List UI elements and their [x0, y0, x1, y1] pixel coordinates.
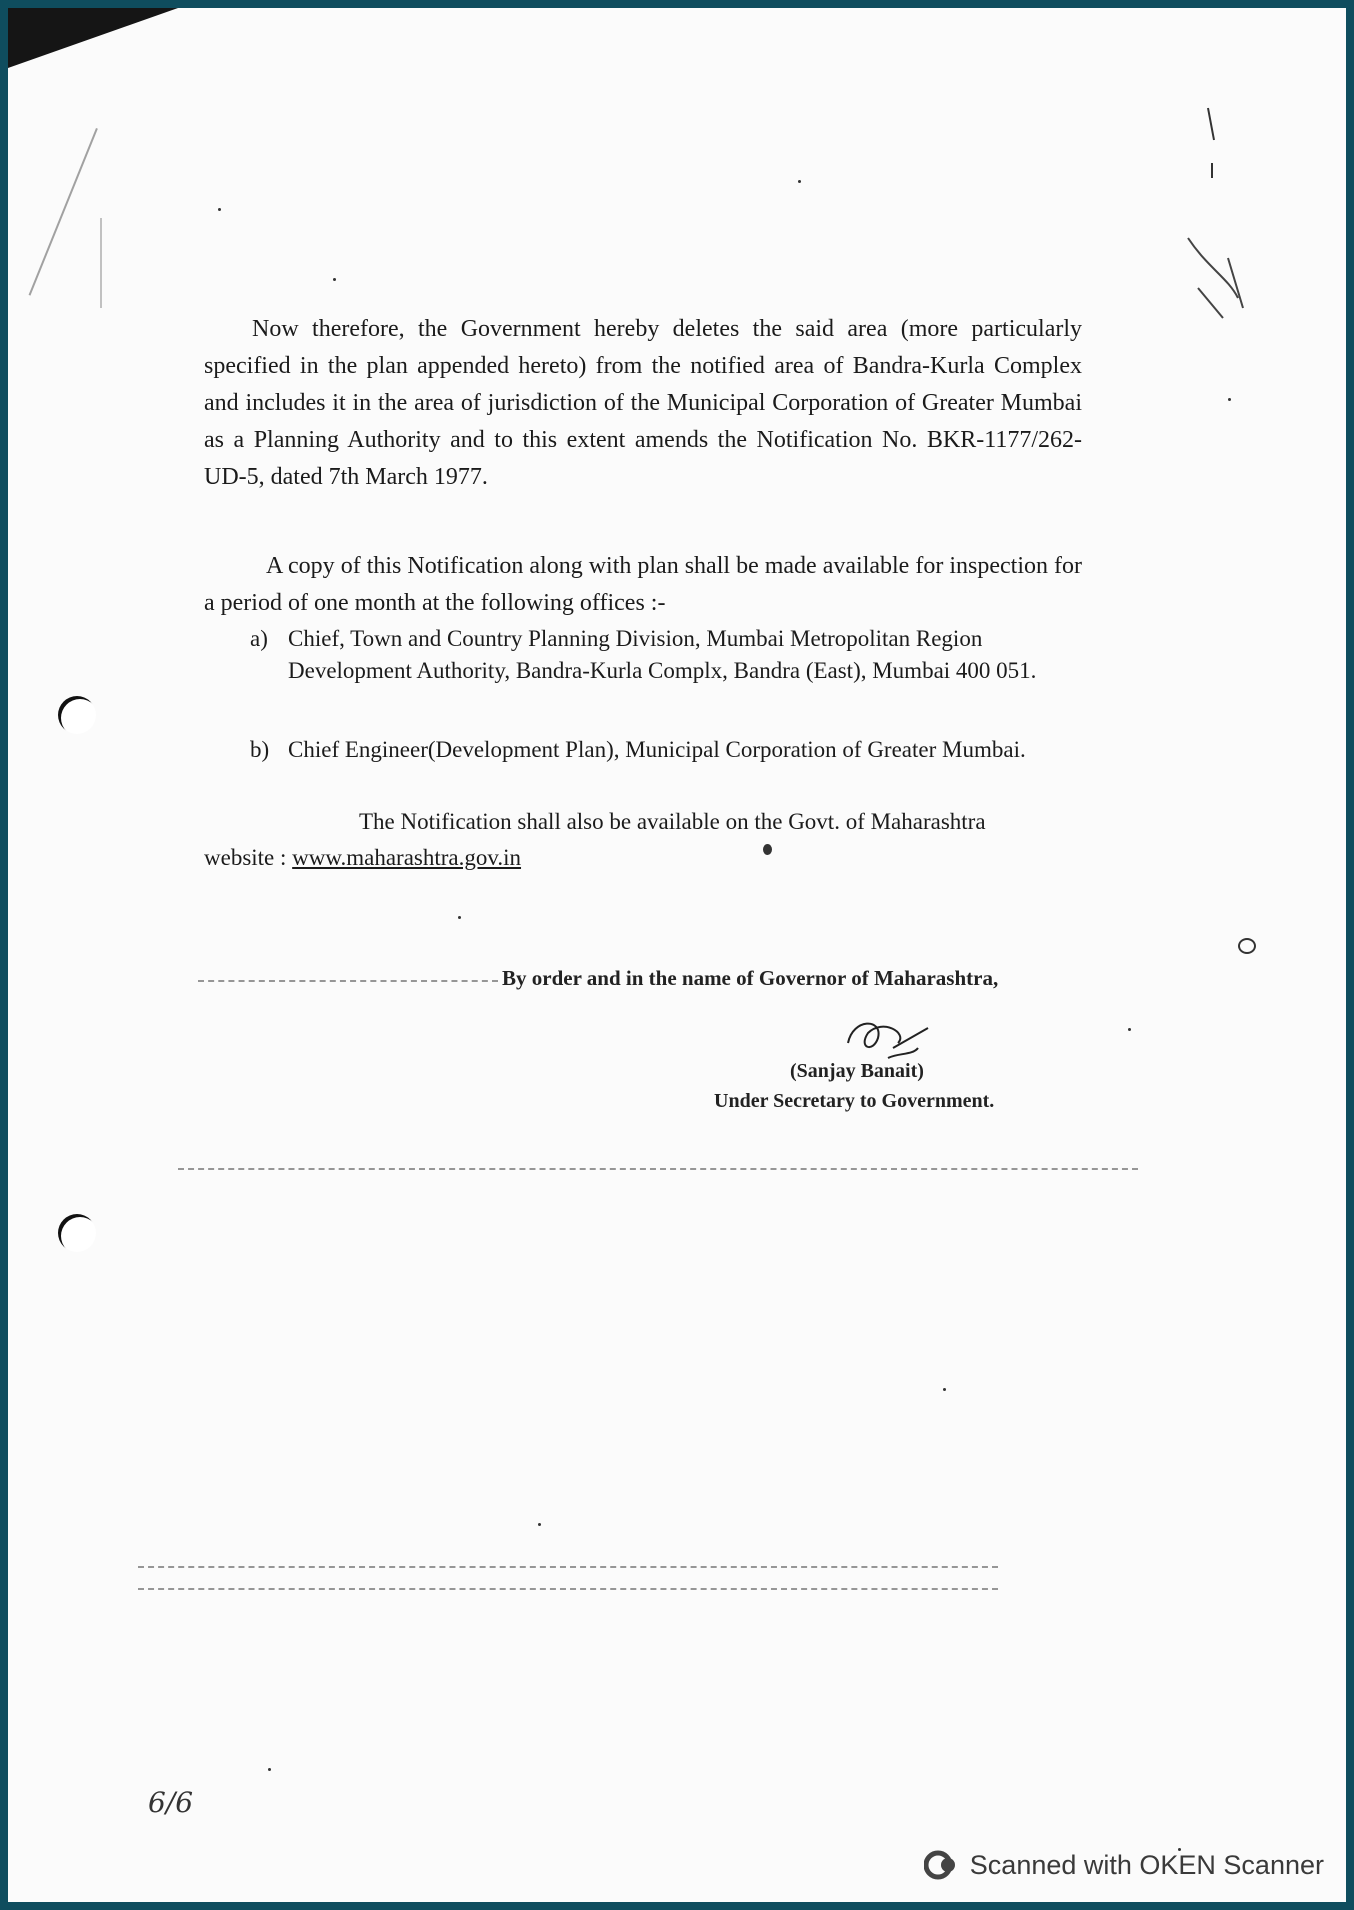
website-link[interactable]: www.maharashtra.gov.in	[292, 845, 522, 870]
divider	[138, 1588, 998, 1590]
folded-corner	[8, 8, 178, 68]
list-item-text: Chief, Town and Country Planning Division, Mumbai Metropolitan Region Development Authority, Bandra-Kurla Complx, Bandra (East), Mumbai 400 051.	[288, 626, 1037, 683]
availability-text: The Notification shall also be available on the Govt. of Maharashtra	[359, 809, 986, 834]
list-item	[250, 734, 1088, 766]
paragraph-inspection: A copy of this Notification along with plan shall be made available for inspection for a period of one month at the following offices :-	[204, 553, 1082, 616]
margin-marks	[1168, 78, 1278, 348]
punch-hole	[58, 1214, 96, 1252]
document-page	[8, 8, 1346, 1902]
scan-speck	[798, 180, 801, 183]
list-marker: b)	[250, 737, 270, 762]
scan-speck	[218, 208, 221, 211]
signatory-name: (Sanjay Banait)	[790, 1060, 924, 1082]
divider	[138, 1566, 998, 1568]
signatory-title: Under Secretary to Government.	[714, 1090, 995, 1112]
scan-speck	[458, 916, 461, 919]
scan-speck	[943, 1388, 946, 1391]
scanner-logo-icon	[924, 1848, 958, 1882]
scanner-watermark	[924, 1848, 1324, 1882]
scan-speck	[1228, 398, 1231, 401]
list-item-text: Chief Engineer(Development Plan), Municipal Corporation of Greater Mumbai.	[288, 737, 1026, 762]
fold-line	[29, 128, 98, 296]
order-line: By order and in the name of Governor of Maharashtra,	[502, 966, 999, 990]
punch-hole	[58, 696, 96, 734]
signature	[838, 1013, 938, 1063]
divider	[198, 980, 498, 982]
scan-speck	[538, 1523, 541, 1526]
page-number: 6/6	[148, 1786, 194, 1819]
watermark-text: Scanned with OKEN Scanner	[969, 1849, 1324, 1880]
paragraph-deletion: Now therefore, the Government hereby deletes the said area (more particularly specified in the plan appended hereto) from the notified area of Bandra-Kurla Complex and includes it in the area of jurisdiction of the Municipal Corporation of Greater Mumbai as a Planning Authority and to this extent amends the Notification No. BKR-1177/262-UD-5, dated 7th March 1977.	[204, 316, 1082, 490]
website-label: website :	[204, 845, 293, 870]
list-item	[250, 623, 1088, 687]
scan-speck	[333, 278, 336, 281]
divider	[178, 1168, 1138, 1170]
scan-speck	[268, 1768, 271, 1771]
scan-speck	[1128, 1028, 1131, 1031]
scan-speck	[763, 844, 772, 855]
list-marker: a)	[250, 626, 268, 651]
availability-note	[204, 804, 1084, 876]
scan-speck	[1238, 938, 1256, 954]
fold-line	[100, 218, 102, 308]
